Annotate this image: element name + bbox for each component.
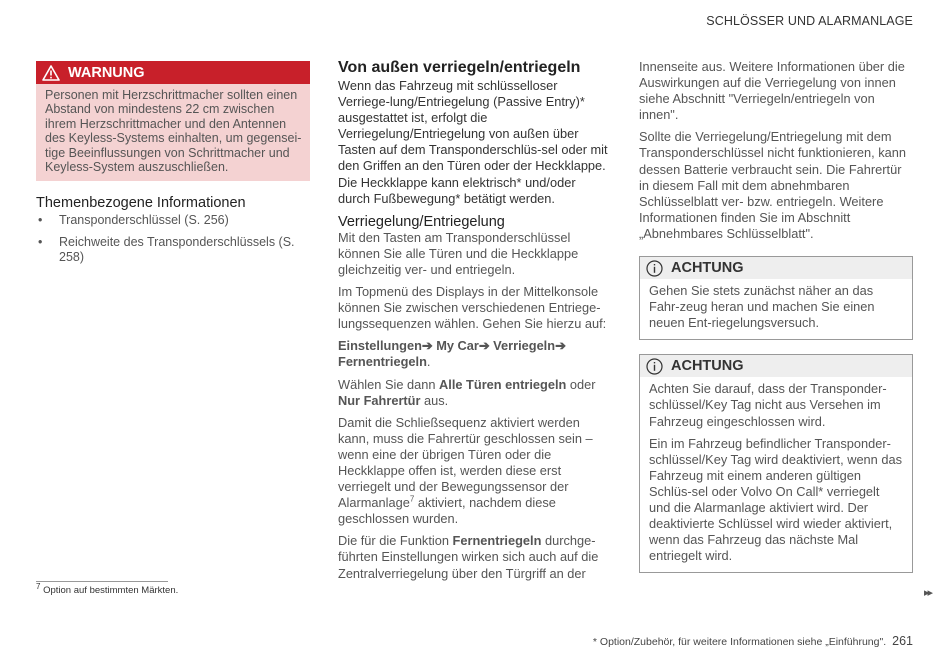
info-circle-icon [646, 358, 663, 375]
paragraph: Ein im Fahrzeug befindlicher Transponder-schlüssel/Key Tag wird deaktiviert, wenn das Fahrzeug mit einem anderen gültigen Schlüs-sel oder Volvo On Call* verriegelt und die Alarmanlage aktiviert wird. Der deaktivierte Schlüssel wird wieder aktiviert, wenn das Fahrzeug das nächste Mal entriegelt wird. [649, 435, 902, 564]
paragraph: Im Topmenü des Displays in der Mittelkonsole können Sie zwischen verschiedenen Entriege-lungssequenzen wählen. Gehen Sie hierzu auf: [338, 284, 607, 332]
paragraph [338, 377, 610, 409]
footer-note: * Option/Zubehör, für weitere Informationen siehe „Einführung". [592, 636, 887, 648]
left-column [36, 61, 310, 272]
paragraph: Innenseite aus. Weitere Informationen über die Auswirkungen auf die Verriegelung von innen siehe Abschnitt "Verriegeln/entriegeln von innen". [639, 59, 905, 123]
related-info-title: Themenbezogene Informationen [36, 195, 246, 212]
paragraph [338, 415, 610, 528]
subsection-title: Verriegelung/Entriegelung [338, 213, 505, 230]
page-footer [593, 634, 913, 648]
text: aktiviert, nachdem diese geschlossen wurden. [338, 495, 556, 527]
section-header: SCHLÖSSER UND ALARMANLAGE [706, 14, 913, 28]
option-name: Nur Fahrertür [338, 392, 421, 408]
attention-header [640, 355, 912, 377]
menu-path [338, 338, 610, 370]
page-number: 261 [892, 634, 913, 648]
period: . [426, 354, 431, 370]
attention-header [640, 257, 912, 279]
related-link-text: Transponderschlüssel (S. 256) [59, 213, 229, 228]
related-link-text: Reichweite des Transponderschlüssels (S. 258) [59, 234, 295, 265]
menu-step: Einstellungen [338, 338, 422, 354]
lead-paragraph: Wenn das Fahrzeug mit schlüsselloser Verriege-lung/Entriegelung (Passive Entry)* ausgestattet ist, erfolgt die Verriegelung/Entriegelung von außen über Tasten auf dem Transponderschlüs-sel oder mit den Griffen an den Türen oder der Heckklappe. Die Heckklappe kann elektrisch* und/oder durch Fußbewegung* betätigt werden. [338, 78, 608, 206]
warning-title: WARNUNG [68, 64, 145, 81]
paragraph: Mit den Tasten am Transponderschlüssel können Sie alle Türen und die Heckklappe gleichzeitig ver- und entriegeln. [338, 229, 579, 277]
paragraph: Gehen Sie stets zunächst näher an das Fahr-zeug heran und machen Sie einen neuen Ent-riegelungsversuch. [649, 283, 875, 331]
related-info-list [36, 213, 310, 266]
attention-title: ACHTUNG [671, 358, 744, 375]
warning-header [36, 61, 310, 84]
warning-text: Personen mit Herzschrittmacher sollten einen Abstand von mindestens 22 cm zwischen ihrem Herzschrittmacher und den Antennen des Keyless-Systems einhalten, um gegensei-tige Beeinflussungen von Schrittmacher und Keyless-System auszuschließen. [36, 84, 310, 181]
middle-column [338, 58, 610, 582]
attention-text [640, 377, 912, 572]
next-page-icon[interactable]: ▸▸ [924, 587, 932, 599]
attention-box [639, 354, 913, 573]
related-link[interactable] [36, 213, 310, 229]
footnote-ref: 7 [409, 494, 415, 504]
info-circle-icon [646, 260, 663, 277]
menu-step: Fernentriegeln [338, 354, 427, 370]
arrow-icon: ➔ [478, 338, 490, 354]
warning-triangle-icon [42, 65, 60, 81]
paragraph [338, 533, 610, 581]
attention-title: ACHTUNG [671, 259, 744, 276]
arrow-icon: ➔ [421, 338, 433, 354]
main-title: Von außen verriegeln/entriegeln [338, 59, 581, 76]
related-link[interactable] [36, 235, 310, 266]
footnote-divider [36, 581, 168, 582]
footnote-number: 7 [36, 581, 41, 591]
text: Die für die Funktion [338, 533, 453, 549]
attention-text [640, 279, 912, 339]
menu-step: Verriegeln [493, 338, 556, 354]
footnote-text: Option auf bestimmten Märkten. [40, 585, 179, 596]
text: oder [566, 376, 596, 392]
menu-step: My Car [436, 338, 479, 354]
text: durchge-führten Einstellungen wirken sich auch auf die Zentralverriegelung über den Türgriff an der [338, 533, 599, 581]
bullet: • [38, 213, 43, 228]
bullet: • [38, 234, 43, 249]
right-column [639, 59, 913, 573]
footnote [36, 581, 179, 596]
paragraph: Achten Sie darauf, dass der Transponder-schlüssel/Key Tag nicht aus Versehen im Fahrzeug eingeschlossen wird. [649, 381, 887, 429]
function-name: Fernentriegeln [452, 533, 542, 549]
text: Damit die Schließsequenz aktiviert werden kann, muss die Fahrertür geschlossen sein – wenn eine der übrigen Türen oder die Heckklappe offen ist, werden diese erst verriegelt und der Bewegungssensor der Alarmanlage [338, 414, 593, 511]
paragraph: Sollte die Verriegelung/Entriegelung mit dem Transponderschlüssel nicht funktionieren, kann dessen Batterie verbraucht sein. Die Fahrertür in diesem Fall mit dem abnehmbaren Schlüsselblatt ver- bzw. entriegeln. Weitere Informationen finden Sie im Abschnitt „Abnehmbares Schlüsselblatt". [639, 129, 906, 241]
option-name: Alle Türen entriegeln [439, 376, 567, 392]
text: Wählen Sie dann [338, 376, 440, 392]
text: aus. [420, 392, 449, 408]
attention-box [639, 256, 913, 340]
arrow-icon: ➔ [555, 338, 566, 354]
